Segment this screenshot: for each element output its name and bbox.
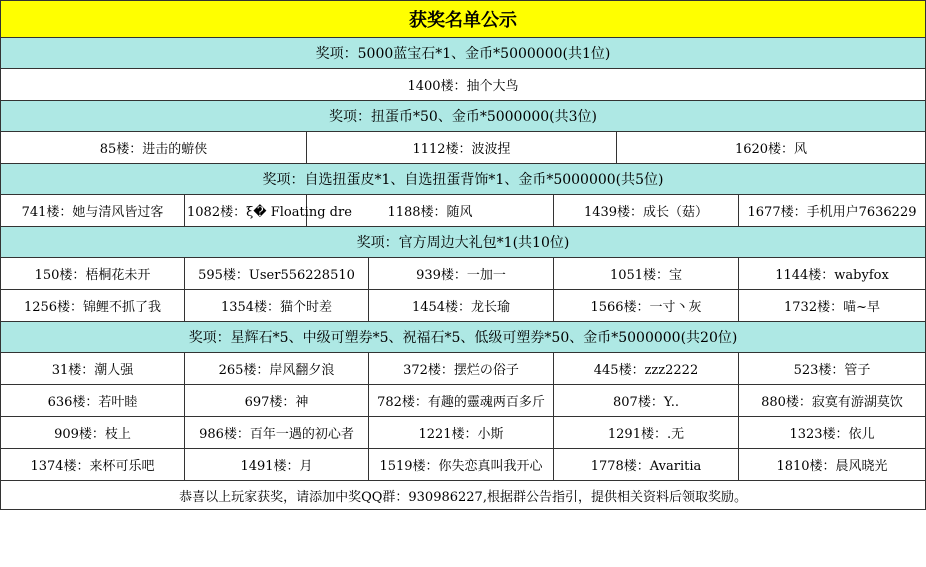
winner-cell: 1144楼：wabyfox [739,258,926,290]
winner-cell: 636楼：若叶睦 [1,385,185,417]
winner-cell: 697楼：神 [185,385,369,417]
winner-cell: 1566楼：一寸丶灰 [554,290,739,322]
winner-cell: 909楼：枝上 [1,417,185,449]
prize-row [1,322,926,353]
prize-label: 奖项：星辉石*5、中级可塑券*5、祝福石*5、低级可塑券*50、金币*5000000(共20位) [1,322,926,353]
winner-cell: 1291楼：.无 [554,417,739,449]
winner-cell: 1221楼：小斯 [369,417,554,449]
winner-cell: 1677楼：手机用户7636229 [739,195,926,227]
winner-cell: 1374楼：来杯可乐吧 [1,449,185,481]
winner-cell: 1354楼：猫个时差 [185,290,369,322]
footer-row [1,481,926,510]
table-row [1,69,926,101]
winner-cell: 1439楼：成长（菇） [554,195,739,227]
prize-label: 奖项：自选扭蛋皮*1、自选扭蛋背饰*1、金币*5000000(共5位) [1,164,926,195]
winner-cell: 1732楼：喵~早 [739,290,926,322]
winner-cell: 880楼：寂寞有游湖莫饮 [739,385,926,417]
winner-cell: 939楼：一加一 [369,258,554,290]
winner-cell: 31楼：潮人强 [1,353,185,385]
winner-cell: 1491楼：月 [185,449,369,481]
winner-cell: 372楼：摆烂の俗子 [369,353,554,385]
winner-cell: 445楼：zzz2222 [554,353,739,385]
prize-label: 奖项：扭蛋币*50、金币*5000000(共3位) [1,101,926,132]
winner-cell: 782楼：有趣的靈魂两百多斤 [369,385,554,417]
winner-cell: 1051楼：宝 [554,258,739,290]
prize-row [1,38,926,69]
winner-cell: 1519楼：你失恋真叫我开心 [369,449,554,481]
prize-row [1,227,926,258]
prize-row [1,164,926,195]
table-row [1,417,926,449]
footer-notice: 恭喜以上玩家获奖，请添加中奖QQ群：930986227,根据群公告指引，提供相关资料后领取奖励。 [1,481,926,510]
winner-cell: 1112楼：波波捏 [307,132,617,164]
winner-cell: 1188楼：随风 [307,195,554,227]
table-row [1,258,926,290]
winner-cell: 1810楼：晨风晓光 [739,449,926,481]
winner-cell: 523楼：管子 [739,353,926,385]
winner-cell: 1256楼：锦鲤不抓了我 [1,290,185,322]
table-row [1,132,926,164]
prize-row [1,101,926,132]
winner-cell: 595楼：User556228510 [185,258,369,290]
table-row [1,353,926,385]
winner-cell: 1082楼：ξ� Floating dre [185,195,307,227]
winner-cell: 1323楼：依儿 [739,417,926,449]
page-title: 获奖名单公示 [1,1,926,38]
winner-cell: 741楼：她与清风皆过客 [1,195,185,227]
winner-cell: 1400楼：抽个大鸟 [1,69,926,101]
winner-cell: 1454楼：龙长瑜 [369,290,554,322]
prize-label: 奖项：官方周边大礼包*1(共10位) [1,227,926,258]
winner-cell: 265楼：岸风翻夕浪 [185,353,369,385]
table-row [1,449,926,481]
winner-cell: 1778楼：Avaritia [554,449,739,481]
table-row [1,195,926,227]
table-row [1,385,926,417]
winner-cell: 1620楼：风 [617,132,926,164]
prize-label: 奖项：5000蓝宝石*1、金币*5000000(共1位) [1,38,926,69]
winner-cell: 85楼：进击的蝣侠 [1,132,307,164]
winner-cell: 150楼：梧桐花未开 [1,258,185,290]
winner-cell: 986楼：百年一遇的初心者 [185,417,369,449]
table-row [1,290,926,322]
winner-cell: 807楼：Y.. [554,385,739,417]
title-row [1,1,926,38]
